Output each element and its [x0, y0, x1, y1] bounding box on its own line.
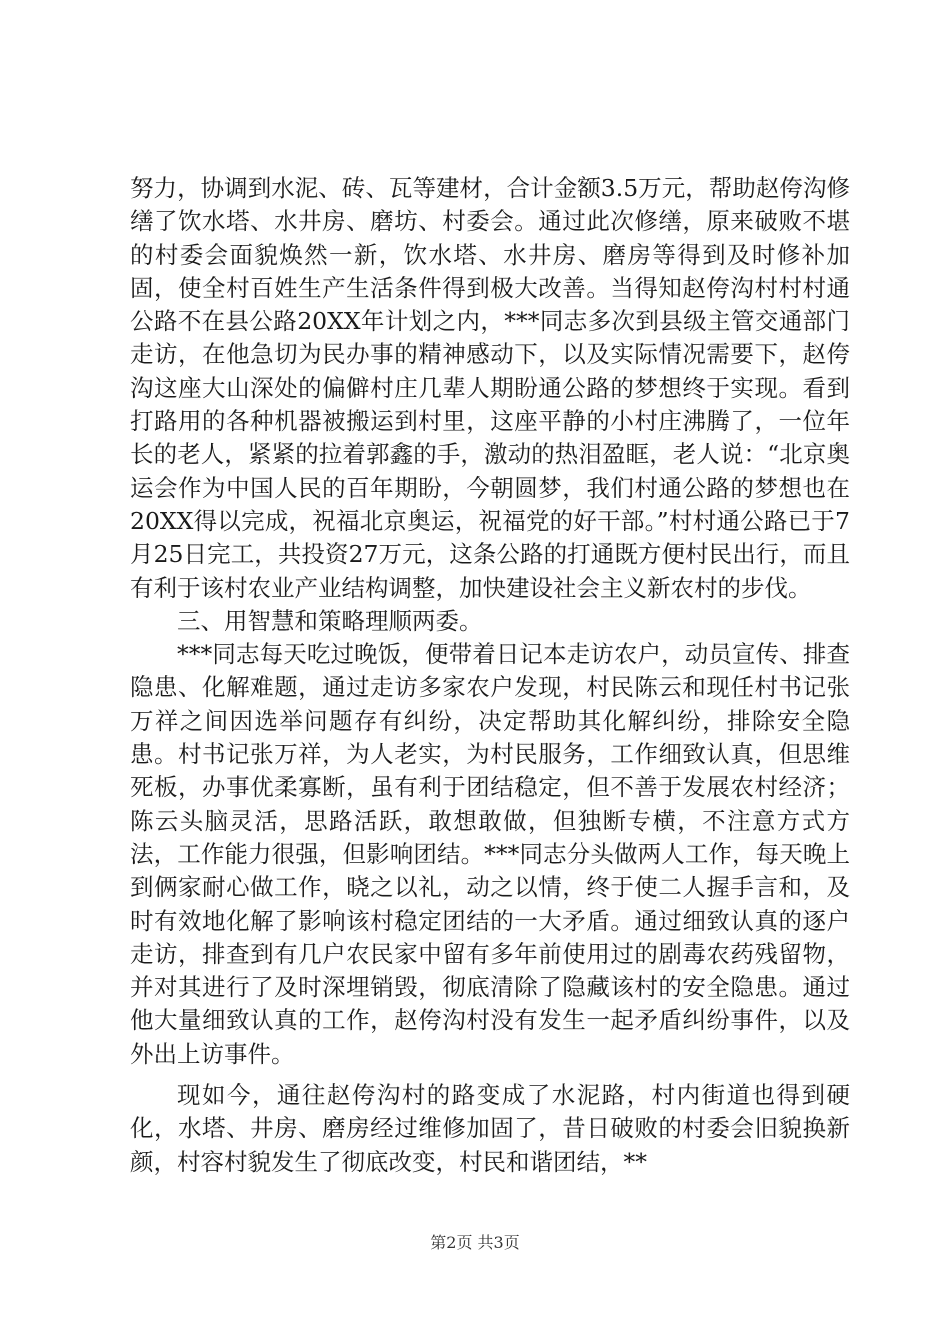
- paragraph-continuation: 努力，协调到水泥、砖、瓦等建材，合计金额3.5万元，帮助赵侉沟修缮了饮水塔、水井房、磨坊、村委会。通过此次修缮，原来破败不堪的村委会面貌焕然一新，饮水塔、水井房、磨房等得到及时修补加固，使全村百姓生产生活条件得到极大改善。当得知赵侉沟村村村通公路不在县公路20XX年计划之内，***同志多次到县级主管交通部门走访，在他急切为民办事的精神感动下，以及实际情况需要下，赵侉沟这座大山深处的偏僻村庄几辈人期盼通公路的梦想终于实现。看到打路用的各种机器被搬运到村里，这座平静的小村庄沸腾了，一位年长的老人，紧紧的拉着郭鑫的手，激动的热泪盈眶，老人说：“北京奥运会作为中国人民的百年期盼，今朝圆梦，我们村通公路的梦想也在20XX得以完成，祝福北京奥运，祝福党的好干部。”村村通公路已于7月25日完工，共投资27万元，这条公路的打通既方便村民出行，而且有利于该村农业产业结构调整，加快建设社会主义新农村的步伐。: [130, 174, 850, 602]
- section-heading: 三、用智慧和策略理顺两委。: [177, 606, 483, 635]
- document-body: [130, 172, 850, 1179]
- paragraph-closing: 现如今，通往赵侉沟村的路变成了水泥路，村内街道也得到硬化，水塔、井房、磨房经过维修加固了，昔日破败的村委会旧貌换新颜，村容村貌发生了彻底改变，村民和谐团结，**: [130, 1081, 850, 1176]
- paragraph-body: ***同志每天吃过晚饭，便带着日记本走访农户，动员宣传、排查隐患、化解难题，通过走访多家农户发现，村民陈云和现任村书记张万祥之间因选举问题存有纠纷，决定帮助其化解纠纷，排除安全隐患。村书记张万祥，为人老实，为村民服务，工作细致认真，但思维死板，办事优柔寡断，虽有利于团结稳定，但不善于发展农村经济；陈云头脑灵活，思路活跃，敢想敢做，但独断专横，不注意方式方法，工作能力很强，但影响团结。***同志分头做两人工作，每天晚上到俩家耐心做工作，晓之以礼，动之以情，终于使二人握手言和，及时有效地化解了影响该村稳定团结的一大矛盾。通过细致认真的逐户走访，排查到有几户农民家中留有多年前使用过的剧毒农药残留物，并对其进行了及时深埋销毁，彻底清除了隐藏该村的安全隐患。通过他大量细致认真的工作，赵侉沟村没有发生一起矛盾纠纷事件，以及外出上访事件。: [130, 640, 850, 1068]
- page-footer: 第2页 共3页: [430, 1233, 520, 1252]
